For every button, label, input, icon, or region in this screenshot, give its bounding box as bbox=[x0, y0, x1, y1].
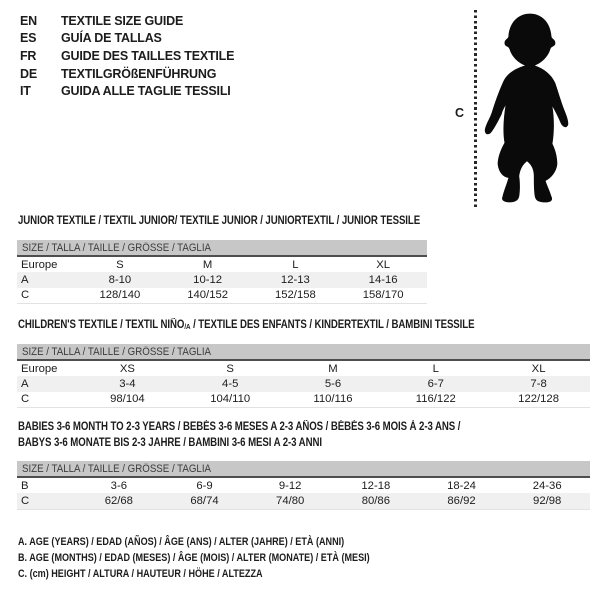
language-title: GUÍA DE TALLAS bbox=[61, 31, 162, 46]
language-code: FR bbox=[20, 48, 37, 63]
row-label: A bbox=[21, 274, 29, 287]
size-cell: 7-8 bbox=[530, 378, 547, 391]
size-cell: 98/104 bbox=[110, 393, 145, 406]
language-row bbox=[20, 65, 234, 83]
size-row-a bbox=[17, 376, 590, 391]
language-title: GUIDE DES TAILLES TEXTILE bbox=[61, 48, 235, 63]
size-header-bar bbox=[17, 344, 590, 361]
size-row-europe bbox=[17, 257, 427, 272]
language-row bbox=[20, 47, 234, 65]
size-cell: 74/80 bbox=[276, 495, 305, 508]
row-label: C bbox=[21, 393, 30, 406]
size-cell: XL bbox=[376, 258, 391, 271]
children-table-title bbox=[18, 319, 474, 331]
children-title-post: / TEXTILE DES ENFANTS / KINDERTEXTIL / BAMBINI TESSILE bbox=[190, 319, 475, 331]
row-label: B bbox=[21, 479, 29, 492]
size-cell: 140/152 bbox=[187, 289, 229, 302]
babies-table-title-line1: BABIES 3-6 MONTH TO 2-3 YEARS / BEBÉS 3-6 MESES A 2-3 AÑOS / BÉBÉS 3-6 MOIS À 2-3 ANS / bbox=[18, 421, 461, 433]
row-label: C bbox=[21, 289, 30, 302]
size-cell: 5-6 bbox=[324, 378, 342, 391]
size-cell: 122/128 bbox=[518, 393, 559, 406]
height-dashed-line bbox=[474, 10, 477, 208]
size-header-bar bbox=[17, 461, 590, 478]
size-cell: 92/98 bbox=[533, 495, 562, 508]
size-cell: XL bbox=[531, 362, 546, 375]
size-cell: M bbox=[202, 258, 213, 271]
size-row-c bbox=[17, 493, 590, 508]
size-cell: 10-12 bbox=[193, 274, 223, 287]
row-label: A bbox=[21, 378, 29, 391]
language-title: GUIDA ALLE TAGLIE TESSILI bbox=[61, 84, 231, 99]
footnote-a: A. AGE (YEARS) / EDAD (AÑOS) / ÂGE (ANS) / ALTER (JAHRE) / ETÀ (ANNI) bbox=[18, 536, 345, 548]
size-cell: 12-18 bbox=[361, 479, 391, 492]
language-row bbox=[20, 30, 234, 48]
language-code: DE bbox=[20, 66, 37, 81]
junior-size-table bbox=[17, 240, 427, 304]
children-size-table bbox=[17, 344, 590, 408]
size-cell: 6-9 bbox=[196, 479, 213, 492]
language-title: TEXTILGRÖßENFÜHRUNG bbox=[61, 66, 217, 81]
size-cell: 9-12 bbox=[278, 479, 302, 492]
size-cell: 152/158 bbox=[274, 289, 316, 302]
size-cell: 8-10 bbox=[108, 274, 132, 287]
row-label: Europe bbox=[21, 362, 58, 375]
size-row-b bbox=[17, 478, 590, 493]
size-cell: 80/86 bbox=[361, 495, 390, 508]
size-row-europe bbox=[17, 361, 590, 376]
children-title-sub: /A bbox=[184, 322, 191, 331]
size-cell: 24-36 bbox=[532, 479, 562, 492]
row-label: C bbox=[21, 495, 30, 508]
size-cell: 6-7 bbox=[427, 378, 444, 391]
size-cell: 128/140 bbox=[99, 289, 141, 302]
size-cell: 3-6 bbox=[110, 479, 127, 492]
language-code: ES bbox=[20, 31, 37, 46]
footnote-b: B. AGE (MONTHS) / EDAD (MESES) / ÂGE (MOIS) / ALTER (MONATE) / ETÀ (MESI) bbox=[18, 552, 370, 564]
language-row bbox=[20, 12, 234, 30]
row-label: Europe bbox=[21, 258, 58, 271]
children-table-rows bbox=[17, 361, 590, 408]
size-row-a bbox=[17, 272, 427, 287]
children-title-pre: CHILDREN'S TEXTILE / TEXTIL NIÑO bbox=[18, 319, 185, 331]
size-cell: S bbox=[116, 258, 124, 271]
junior-table-rows bbox=[17, 257, 427, 304]
size-cell: 4-5 bbox=[222, 378, 239, 391]
size-cell: 110/116 bbox=[313, 393, 353, 406]
size-cell: 62/68 bbox=[104, 495, 133, 508]
size-header-bar bbox=[17, 240, 427, 257]
footnote-c: C. (cm) HEIGHT / ALTURA / HAUTEUR / HÖHE / ALTEZZA bbox=[18, 568, 263, 580]
language-code: EN bbox=[20, 13, 37, 28]
language-title-list bbox=[20, 12, 234, 100]
babies-table-title-line2: BABYS 3-6 MONATE BIS 2-3 JAHRE / BAMBINI 3-6 MESI A 2-3 ANNI bbox=[18, 437, 322, 449]
babies-size-table bbox=[17, 461, 590, 510]
size-cell: 18-24 bbox=[447, 479, 476, 492]
size-cell: 68/74 bbox=[190, 495, 219, 508]
language-code: IT bbox=[20, 84, 31, 99]
size-row-c bbox=[17, 392, 590, 407]
size-header-label: SIZE / TALLA / TAILLE / GRÖSSE / TAGLIA bbox=[22, 345, 212, 358]
size-cell: 12-13 bbox=[280, 274, 310, 287]
language-row bbox=[20, 82, 234, 100]
size-cell: 14-16 bbox=[368, 274, 398, 287]
size-cell: M bbox=[328, 362, 338, 375]
height-measure-label: C bbox=[455, 106, 465, 120]
junior-table-title: JUNIOR TEXTILE / TEXTIL JUNIOR/ TEXTILE JUNIOR / JUNIORTEXTIL / JUNIOR TESSILE bbox=[18, 215, 421, 227]
size-cell: 3-4 bbox=[119, 378, 136, 391]
babies-table-rows bbox=[17, 478, 590, 510]
size-cell: 116/122 bbox=[415, 393, 456, 406]
size-header-label: SIZE / TALLA / TAILLE / GRÖSSE / TAGLIA bbox=[22, 462, 212, 475]
size-header-label: SIZE / TALLA / TAILLE / GRÖSSE / TAGLIA bbox=[22, 241, 212, 254]
size-cell: L bbox=[432, 362, 439, 375]
size-cell: XS bbox=[119, 362, 135, 375]
size-cell: 86/92 bbox=[447, 495, 476, 508]
size-cell: S bbox=[226, 362, 234, 375]
size-cell: L bbox=[292, 258, 299, 271]
size-row-c bbox=[17, 288, 427, 303]
language-title: TEXTILE SIZE GUIDE bbox=[61, 13, 184, 28]
size-cell: 158/170 bbox=[362, 289, 404, 302]
baby-silhouette bbox=[483, 11, 571, 205]
size-cell: 104/110 bbox=[210, 393, 251, 406]
